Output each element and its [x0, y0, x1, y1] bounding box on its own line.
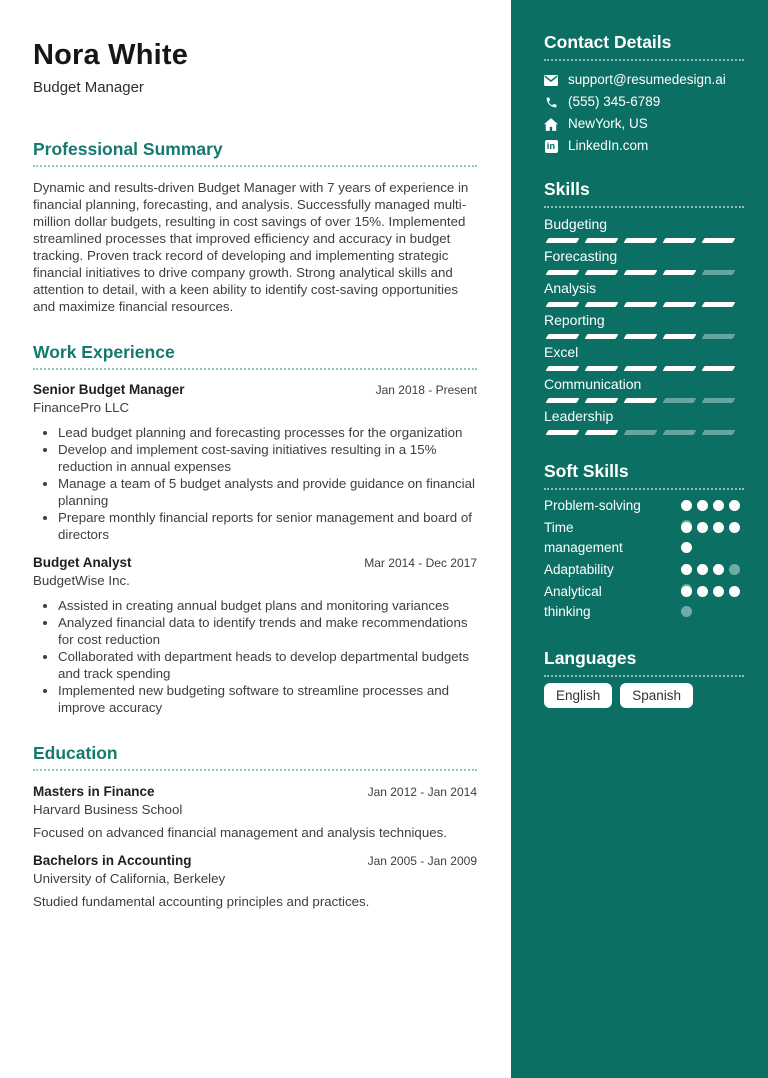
skill-row — [544, 344, 744, 371]
summary-heading: Professional Summary — [33, 139, 477, 167]
skill-level-bar — [547, 302, 744, 307]
skill-bar-segment — [585, 270, 619, 275]
soft-skill-dot — [729, 564, 740, 575]
skills-heading: Skills — [544, 179, 744, 208]
skill-row — [544, 408, 744, 435]
section-soft-skills — [544, 461, 744, 622]
job-header — [33, 382, 477, 398]
education-header — [33, 784, 477, 800]
section-skills — [544, 179, 744, 435]
skill-level-bar — [547, 238, 744, 243]
languages-heading: Languages — [544, 648, 744, 677]
experience-heading: Work Experience — [33, 342, 477, 370]
skill-bar-segment — [702, 302, 736, 307]
skill-bar-segment — [702, 398, 736, 403]
skill-bar-segment — [624, 270, 658, 275]
contact-item[interactable] — [544, 139, 744, 153]
skill-bar-segment — [546, 430, 580, 435]
skill-level-bar — [547, 430, 744, 435]
skill-bar-segment — [663, 430, 697, 435]
skills-list — [544, 216, 744, 435]
job-dates: Mar 2014 - Dec 2017 — [364, 556, 477, 570]
skill-bar-segment — [624, 238, 658, 243]
skill-name: Budgeting — [544, 216, 608, 232]
job-bullet: • Collaborated with department heads to develop departmental budgets and track spending — [58, 648, 477, 682]
job-company: BudgetWise Inc. — [33, 573, 130, 588]
skill-name: Reporting — [544, 312, 605, 328]
skill-bar-segment — [585, 430, 619, 435]
job-header — [33, 555, 477, 571]
skill-bar-segment — [546, 366, 580, 371]
education-description: Studied fundamental accounting principles and practices. — [33, 894, 370, 909]
skill-bar-segment — [624, 302, 658, 307]
soft-skill-name: Analytical thinking — [544, 584, 602, 619]
skill-bar-segment — [546, 238, 580, 243]
education-header — [33, 853, 477, 869]
soft-skill-dot — [697, 500, 708, 511]
contact-heading: Contact Details — [544, 32, 744, 61]
skill-bar-segment — [663, 238, 697, 243]
soft-skill-dot — [681, 500, 692, 511]
soft-skill-dot — [681, 586, 692, 597]
skill-bar-segment — [585, 238, 619, 243]
soft-skill-dots — [681, 586, 744, 617]
phone-icon — [544, 95, 558, 109]
job-title: Budget Analyst — [33, 555, 132, 570]
contact-text: LinkedIn.com — [568, 138, 649, 153]
job-title: Senior Budget Manager — [33, 382, 185, 397]
contact-item[interactable] — [544, 95, 744, 109]
skill-bar-segment — [585, 366, 619, 371]
job-company: FinancePro LLC — [33, 400, 130, 415]
contact-text: NewYork, US — [568, 116, 648, 131]
language-chip-list — [544, 683, 744, 708]
person-job-title: Budget Manager — [33, 79, 144, 96]
language-chip: Spanish — [620, 683, 693, 708]
job-bullet: • Assisted in creating annual budget plans and monitoring variances — [58, 597, 477, 614]
skill-name: Analysis — [544, 280, 597, 296]
soft-skills-list — [544, 496, 744, 622]
home-icon — [544, 117, 558, 131]
skill-level-bar — [547, 366, 744, 371]
soft-skill-name: Problem-solving — [544, 498, 641, 513]
skill-bar-segment — [624, 334, 658, 339]
soft-skill-dot — [713, 500, 724, 511]
soft-skill-row — [544, 496, 744, 516]
job-entry — [33, 555, 477, 716]
skill-bar-segment — [702, 334, 736, 339]
skill-name: Communication — [544, 376, 642, 392]
skill-bar-segment — [546, 398, 580, 403]
soft-skill-dot — [713, 564, 724, 575]
skill-row — [544, 376, 744, 403]
skill-bar-segment — [702, 238, 736, 243]
soft-skill-dot — [697, 586, 708, 597]
job-entry — [33, 382, 477, 543]
skill-bar-segment — [585, 302, 619, 307]
skill-bar-segment — [663, 366, 697, 371]
skill-bar-segment — [663, 302, 697, 307]
job-list — [33, 382, 477, 716]
soft-skill-dot — [681, 542, 692, 553]
contact-text: (555) 345-6789 — [568, 94, 661, 109]
section-professional-summary — [33, 139, 477, 315]
envelope-icon — [544, 73, 558, 87]
education-heading: Education — [33, 743, 477, 771]
linkedin-icon — [544, 139, 558, 153]
job-bullet: • Develop and implement cost-saving initiatives resulting in a 15% reduction in annual expenses — [58, 441, 477, 475]
education-entry — [33, 784, 477, 840]
linkedin-badge: in — [545, 140, 558, 153]
skill-bar-segment — [702, 270, 736, 275]
person-name: Nora White — [33, 39, 189, 71]
skill-row — [544, 312, 744, 339]
soft-skill-row — [544, 518, 744, 558]
skill-bar-segment — [663, 270, 697, 275]
skill-bar-segment — [663, 398, 697, 403]
job-bullet: • Prepare monthly financial reports for senior management and board of directors — [58, 509, 477, 543]
soft-skill-dot — [713, 586, 724, 597]
section-languages — [544, 648, 744, 708]
job-bullet: • Analyzed financial data to identify trends and make recommendations for cost reduction — [58, 614, 477, 648]
education-entry — [33, 853, 477, 909]
education-dates: Jan 2012 - Jan 2014 — [367, 785, 477, 799]
education-list — [33, 784, 477, 909]
sidebar — [511, 0, 768, 1078]
education-degree: Masters in Finance — [33, 784, 155, 799]
job-bullet: • Manage a team of 5 budget analysts and provide guidance on financial planning — [58, 475, 477, 509]
skill-row — [544, 216, 744, 243]
section-education — [33, 743, 477, 909]
soft-skill-dots — [681, 522, 744, 553]
job-bullet: • Lead budget planning and forecasting processes for the organization — [58, 424, 477, 441]
soft-skill-dot — [729, 586, 740, 597]
contact-list — [544, 73, 744, 153]
job-bullet: • Implemented new budgeting software to streamline processes and improve accuracy — [58, 682, 477, 716]
soft-skills-heading: Soft Skills — [544, 461, 744, 490]
education-school: University of California, Berkeley — [33, 871, 226, 886]
resume-header — [33, 38, 477, 97]
education-school: Harvard Business School — [33, 802, 183, 817]
skill-bar-segment — [702, 430, 736, 435]
skill-row — [544, 280, 744, 307]
contact-item — [544, 117, 744, 131]
education-description: Focused on advanced financial management and analysis techniques. — [33, 825, 447, 840]
skill-bar-segment — [702, 366, 736, 371]
skill-bar-segment — [624, 366, 658, 371]
soft-skill-dot — [681, 564, 692, 575]
soft-skill-name: Time management — [544, 520, 623, 555]
skill-bar-segment — [546, 270, 580, 275]
skill-bar-segment — [546, 334, 580, 339]
job-dates: Jan 2018 - Present — [375, 383, 477, 397]
section-contact-details — [544, 32, 744, 153]
soft-skill-row — [544, 560, 744, 580]
skill-level-bar — [547, 334, 744, 339]
skill-name: Forecasting — [544, 248, 618, 264]
summary-text: Dynamic and results-driven Budget Manager with 7 years of experience in financial planning, forecasting, and analysis. Successfully managed multi-million dollar budgets, resulting in cost savings of over 15%. Implemented streamlined processes that improved efficiency and accuracy in budget tracking. Proven track record of developing and implementing strategic financial initiatives to drive company growth. Strong analytical skills and attention to detail, with a keen ability to identify cost-saving opportunities and maximize financial resources. — [33, 180, 469, 314]
section-work-experience — [33, 342, 477, 716]
skill-level-bar — [547, 270, 744, 275]
soft-skill-dot — [729, 500, 740, 511]
skill-name: Excel — [544, 344, 579, 360]
contact-item[interactable] — [544, 73, 744, 87]
language-chip: English — [544, 683, 612, 708]
skill-bar-segment — [663, 334, 697, 339]
contact-text: support@resumedesign.ai — [568, 72, 726, 87]
soft-skill-dot — [729, 522, 740, 533]
soft-skill-dot — [681, 606, 692, 617]
soft-skill-dot — [697, 564, 708, 575]
skill-level-bar — [547, 398, 744, 403]
job-bullet-list — [33, 424, 477, 543]
soft-skill-dot — [681, 522, 692, 533]
soft-skill-dot — [697, 522, 708, 533]
skill-bar-segment — [546, 302, 580, 307]
skill-row — [544, 248, 744, 275]
skill-bar-segment — [624, 398, 658, 403]
soft-skill-row — [544, 582, 744, 622]
skill-bar-segment — [585, 334, 619, 339]
skill-name: Leadership — [544, 408, 614, 424]
education-dates: Jan 2005 - Jan 2009 — [367, 854, 477, 868]
skill-bar-segment — [585, 398, 619, 403]
education-degree: Bachelors in Accounting — [33, 853, 192, 868]
skill-bar-segment — [624, 430, 658, 435]
job-bullet-list — [33, 597, 477, 716]
soft-skill-name: Adaptability — [544, 562, 614, 577]
soft-skill-dot — [713, 522, 724, 533]
